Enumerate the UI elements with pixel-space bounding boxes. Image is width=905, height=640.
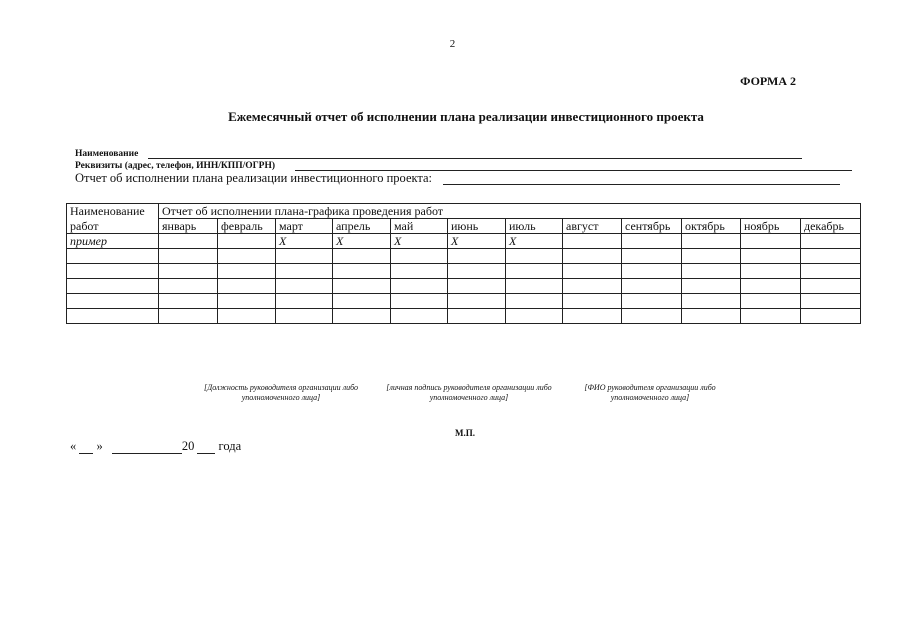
month-cell[interactable]: [276, 279, 333, 294]
month-cell[interactable]: [682, 309, 741, 324]
work-name-cell[interactable]: пример: [67, 234, 159, 249]
fio-caption: [ФИО руководителя организации либо уполномоченного лица]: [584, 383, 716, 402]
month-cell[interactable]: [276, 309, 333, 324]
months-header-row: [67, 219, 861, 234]
month-cell[interactable]: [333, 264, 391, 279]
table-row: [67, 309, 861, 324]
table-row: [67, 234, 861, 249]
month-cell[interactable]: [159, 309, 218, 324]
month-cell[interactable]: [801, 249, 861, 264]
month-header: март: [276, 219, 333, 234]
month-cell[interactable]: [391, 264, 448, 279]
month-cell[interactable]: [333, 279, 391, 294]
month-cell[interactable]: [506, 264, 563, 279]
month-cell[interactable]: [563, 309, 622, 324]
month-cell[interactable]: [622, 309, 682, 324]
signature-caption: [личная подпись руководителя организации либо уполномоченного лица]: [386, 383, 552, 402]
report-field-label: Отчет об исполнении плана реализации инвестиционного проекта:: [75, 171, 433, 185]
month-cell[interactable]: [448, 294, 506, 309]
month-cell[interactable]: [801, 309, 861, 324]
name-field-line[interactable]: [148, 158, 802, 159]
position-caption: [Должность руководителя организации либо уполномоченного лица]: [203, 383, 358, 402]
month-header: ноябрь: [741, 219, 801, 234]
month-cell[interactable]: X: [391, 234, 448, 249]
month-cell[interactable]: [333, 249, 391, 264]
stamp-label: М.П.: [455, 428, 475, 438]
month-cell[interactable]: [563, 294, 622, 309]
name-field: [75, 148, 138, 160]
month-cell[interactable]: [682, 234, 741, 249]
month-cell[interactable]: [682, 249, 741, 264]
month-blank[interactable]: [112, 441, 182, 454]
month-cell[interactable]: [622, 294, 682, 309]
month-cell[interactable]: [218, 249, 276, 264]
day-blank[interactable]: [79, 441, 93, 454]
month-cell[interactable]: [801, 279, 861, 294]
month-cell[interactable]: [218, 234, 276, 249]
group-header: Отчет об исполнении плана-графика проведения работ: [159, 204, 861, 219]
report-field: [75, 172, 432, 184]
month-cell[interactable]: X: [333, 234, 391, 249]
month-cell[interactable]: X: [276, 234, 333, 249]
month-cell[interactable]: [159, 279, 218, 294]
table-row: [67, 279, 861, 294]
report-table: [66, 203, 861, 324]
report-field-line[interactable]: [443, 184, 840, 185]
month-cell[interactable]: [218, 309, 276, 324]
month-cell[interactable]: [159, 264, 218, 279]
month-cell[interactable]: [506, 294, 563, 309]
work-name-cell[interactable]: [67, 309, 159, 324]
month-cell[interactable]: [218, 264, 276, 279]
month-cell[interactable]: [218, 294, 276, 309]
month-cell[interactable]: [622, 264, 682, 279]
month-cell[interactable]: [622, 234, 682, 249]
date-line: [70, 439, 241, 454]
document-title: Ежемесячный отчет об исполнении плана реализации инвестиционного проекта: [228, 109, 704, 124]
month-cell[interactable]: [448, 264, 506, 279]
month-header: октябрь: [682, 219, 741, 234]
col1-header-line1: Наименование: [67, 204, 159, 219]
month-header: май: [391, 219, 448, 234]
month-cell[interactable]: [622, 249, 682, 264]
col1-header-line2: работ: [67, 219, 159, 234]
month-cell[interactable]: [159, 249, 218, 264]
table-row: [67, 294, 861, 309]
requisites-field-label: Реквизиты (адрес, телефон, ИНН/КПП/ОГРН): [75, 161, 276, 171]
month-cell[interactable]: [741, 234, 801, 249]
month-cell[interactable]: X: [448, 234, 506, 249]
month-cell[interactable]: [682, 294, 741, 309]
month-cell[interactable]: [563, 249, 622, 264]
month-cell[interactable]: [506, 249, 563, 264]
month-cell[interactable]: [741, 294, 801, 309]
month-cell[interactable]: [741, 264, 801, 279]
name-field-label: Наименование: [75, 149, 139, 159]
table-row: [67, 249, 861, 264]
date-open-quote: «: [70, 439, 77, 453]
month-cell[interactable]: [448, 309, 506, 324]
month-cell[interactable]: [801, 294, 861, 309]
month-cell[interactable]: [333, 309, 391, 324]
month-cell[interactable]: [563, 234, 622, 249]
month-cell[interactable]: [801, 264, 861, 279]
month-cell[interactable]: [563, 279, 622, 294]
month-cell[interactable]: [276, 294, 333, 309]
month-cell[interactable]: [391, 279, 448, 294]
month-cell[interactable]: [276, 249, 333, 264]
work-name-cell[interactable]: [67, 264, 159, 279]
year-prefix: 20: [181, 439, 195, 453]
month-header: январь: [159, 219, 218, 234]
month-cell[interactable]: [506, 309, 563, 324]
month-header: июнь: [448, 219, 506, 234]
table-row: [67, 264, 861, 279]
work-name-cell[interactable]: [67, 249, 159, 264]
month-cell[interactable]: [506, 279, 563, 294]
month-cell[interactable]: [333, 294, 391, 309]
month-cell[interactable]: [622, 279, 682, 294]
month-header: апрель: [333, 219, 391, 234]
month-cell[interactable]: [391, 309, 448, 324]
month-cell[interactable]: [801, 234, 861, 249]
month-cell[interactable]: [276, 264, 333, 279]
year-blank[interactable]: [197, 441, 215, 454]
month-cell[interactable]: [159, 294, 218, 309]
month-header: сентябрь: [622, 219, 682, 234]
month-cell[interactable]: [448, 279, 506, 294]
date-close-quote: »: [96, 439, 103, 453]
month-cell[interactable]: X: [506, 234, 563, 249]
work-name-cell[interactable]: [67, 294, 159, 309]
month-header: июль: [506, 219, 563, 234]
page-number: 2: [449, 38, 456, 50]
month-cell[interactable]: [159, 234, 218, 249]
month-header: август: [563, 219, 622, 234]
month-cell[interactable]: [218, 279, 276, 294]
month-cell[interactable]: [682, 279, 741, 294]
year-suffix: года: [218, 439, 242, 453]
month-cell[interactable]: [741, 279, 801, 294]
month-header: февраль: [218, 219, 276, 234]
month-cell[interactable]: [682, 264, 741, 279]
month-cell[interactable]: [741, 309, 801, 324]
form-label: ФОРМА 2: [740, 74, 796, 88]
work-name-cell[interactable]: [67, 279, 159, 294]
month-header: декабрь: [801, 219, 861, 234]
month-cell[interactable]: [448, 249, 506, 264]
table-header-row: [67, 204, 861, 219]
month-cell[interactable]: [391, 249, 448, 264]
month-cell[interactable]: [563, 264, 622, 279]
month-cell[interactable]: [741, 249, 801, 264]
month-cell[interactable]: [391, 294, 448, 309]
